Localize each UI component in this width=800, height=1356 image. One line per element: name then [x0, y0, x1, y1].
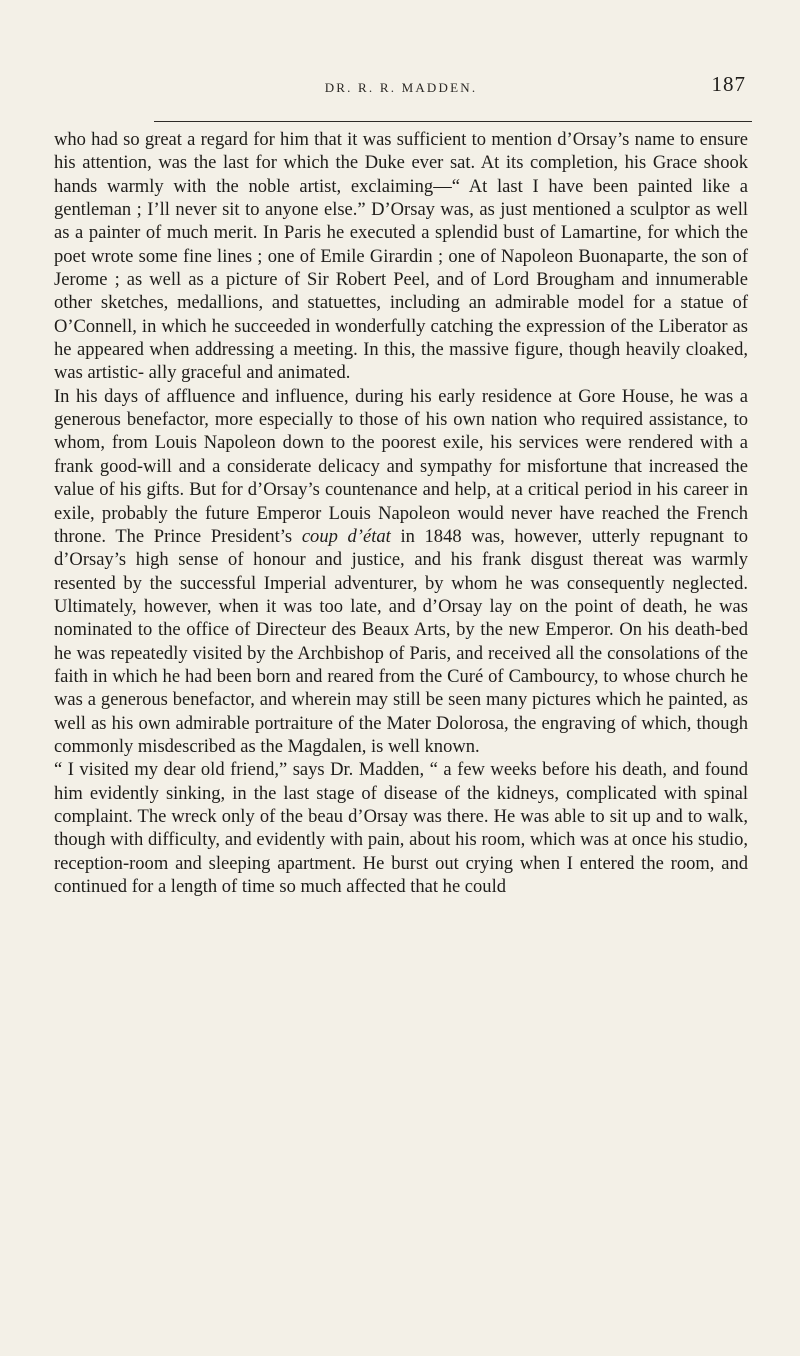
paragraph-2: [54, 385, 748, 759]
running-head: DR. R. R. MADDEN.: [324, 80, 478, 95]
page-number: 187: [711, 72, 746, 96]
header-rule: [154, 121, 752, 122]
paragraph-3: “ I visited my dear old friend,” says Dr. Madden, “ a few weeks before his death, and found him evidently sinking, in the last stage of disease of the kidneys, complicated with spinal complaint. The wreck only of the beau d’Orsay was there. He was able to sit up and to walk, though with difficulty, and evidently with pain, about his room, which was at once his studio, reception-room and sleeping apartment. He burst out crying when I entered the room, and continued for a length of time so much affected that he could: [54, 759, 748, 897]
page-header: [54, 72, 748, 128]
body-text: [54, 128, 748, 898]
italic-phrase: coup d’état: [301, 525, 391, 547]
paragraph-1: who had so great a regard for him that it was sufficient to mention d’Orsay’s name to ensure his attention, was the last for which the Duke ever sat. At its completion, his Grace shook hands warmly with the noble artist, exclaiming—“ At last I have been painted like a gentleman ; I’ll never sit to anyone else.” D’Orsay was, as just mentioned a sculptor as well as a painter of much merit. In Paris he executed a splendid bust of Lamartine, for which the poet wrote some fine lines ; one of Emile Girardin ; one of Napoleon Buonaparte, the son of Jerome ; as well as a picture of Sir Robert Peel, and of Lord Brougham and innumerable other sketches, medallions, and statuettes, including an admirable model for a statue of O’Connell, in which he succeeded in wonderfully catching the expression of the Liberator as he appeared when addressing a meeting. In this, the massive figure, though heavily cloaked, was artistic- ally graceful and animated.: [54, 129, 748, 384]
paragraph-2-text-start: In his days of affluence and influence, during his early residence at Gore House, he was a generous benefactor, more especially to those of his own nation who required assistance, to whom, from Louis Napoleon down to the poorest exile, his services were rendered with a frank good-will and a considerate delicacy and sympathy for misfortune that increased the value of his gifts. But for d’Orsay’s countenance and help, at a critical period in his career in exile, probably the future Emperor Louis Napoleon would never have reached the French throne. The Prince President’s: [54, 385, 748, 547]
paragraph-2-text-end: in 1848 was, however, utterly repugnant to d’Orsay’s high sense of honour and justice, and his frank disgust thereat was warmly resented by the successful Imperial adventurer, by whom he was consequently neglected. Ultimately, however, when it was too late, and d’Orsay lay on the point of death, he was nominated to the office of Directeur des Beaux Arts, by the new Emperor. On his death-bed he was repeatedly visited by the Archbishop of Paris, and received all the consolations of the faith in which he had been born and reared from the Curé of Cambourcy, to whose church he was a generous benefactor, and wherein may still be seen many pictures which he painted, as well as his own admirable portraiture of the Mater Dolorosa, the engraving of which, though commonly misdescribed as the Magdalen, is well known.: [54, 525, 749, 757]
